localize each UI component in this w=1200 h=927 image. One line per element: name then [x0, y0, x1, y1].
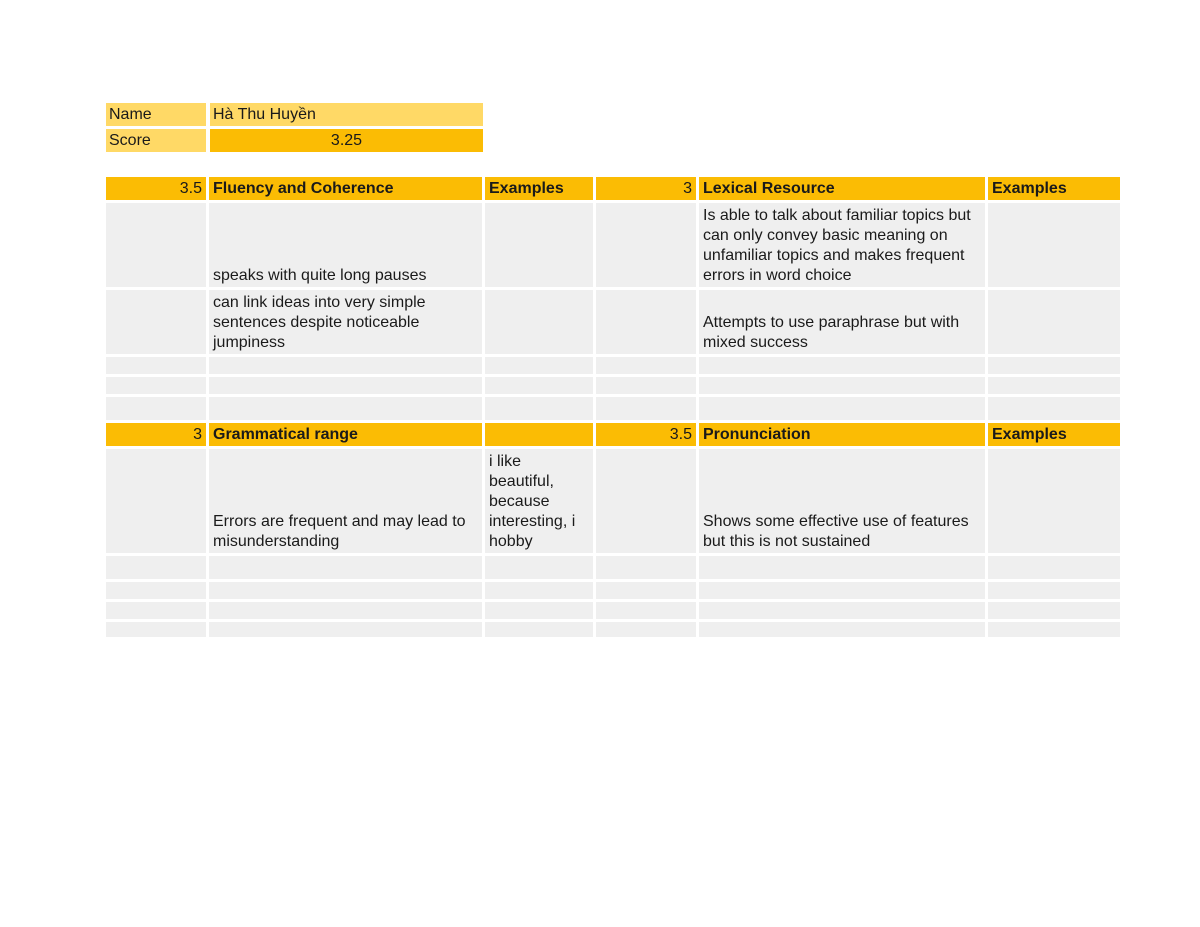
empty-cell[interactable] [106, 357, 206, 374]
name-label[interactable]: Name [106, 103, 206, 126]
empty-cell[interactable] [485, 602, 593, 619]
empty-cell[interactable] [699, 397, 985, 420]
table-row [106, 582, 1120, 599]
pronunciation-examples-header[interactable]: Examples [988, 423, 1120, 446]
lexical-example[interactable] [988, 203, 1120, 287]
empty-cell[interactable] [209, 582, 482, 599]
assessment-sheet [106, 103, 1123, 640]
score-row [106, 129, 1123, 152]
fluency-score[interactable]: 3.5 [106, 177, 206, 200]
empty-cell[interactable] [596, 397, 696, 420]
empty-cell[interactable] [596, 602, 696, 619]
empty-cell[interactable] [106, 449, 206, 553]
empty-cell[interactable] [699, 357, 985, 374]
lexical-title[interactable]: Lexical Resource [699, 177, 985, 200]
empty-cell[interactable] [106, 290, 206, 354]
empty-cell[interactable] [209, 556, 482, 579]
grammar-score[interactable]: 3 [106, 423, 206, 446]
empty-cell[interactable] [988, 556, 1120, 579]
grammar-example[interactable]: i like beautiful, because interesting, i hobby [485, 449, 593, 553]
fluency-example[interactable] [485, 290, 593, 354]
empty-cell[interactable] [485, 582, 593, 599]
empty-cell[interactable] [699, 622, 985, 637]
name-row [106, 103, 1123, 126]
table-row [106, 203, 1120, 287]
empty-cell[interactable] [699, 556, 985, 579]
empty-cell[interactable] [209, 622, 482, 637]
empty-cell[interactable] [988, 377, 1120, 394]
empty-cell[interactable] [106, 622, 206, 637]
pronunciation-comment[interactable]: Shows some effective use of features but this is not sustained [699, 449, 985, 553]
overall-score-value[interactable]: 3.25 [210, 129, 483, 152]
empty-cell[interactable] [596, 582, 696, 599]
empty-cell[interactable] [596, 449, 696, 553]
empty-cell[interactable] [485, 556, 593, 579]
table-row [106, 556, 1120, 579]
empty-cell[interactable] [699, 377, 985, 394]
empty-cell[interactable] [485, 397, 593, 420]
empty-cell[interactable] [209, 357, 482, 374]
empty-cell[interactable] [485, 377, 593, 394]
empty-cell[interactable] [988, 602, 1120, 619]
empty-cell[interactable] [596, 290, 696, 354]
table-row [106, 449, 1120, 553]
table-row [106, 397, 1120, 420]
lexical-examples-header[interactable]: Examples [988, 177, 1120, 200]
lexical-score[interactable]: 3 [596, 177, 696, 200]
score-label[interactable]: Score [106, 129, 206, 152]
grammar-comment[interactable]: Errors are frequent and may lead to misunderstanding [209, 449, 482, 553]
pronunciation-title[interactable]: Pronunciation [699, 423, 985, 446]
pronunciation-score[interactable]: 3.5 [596, 423, 696, 446]
empty-cell[interactable] [596, 622, 696, 637]
empty-cell[interactable] [485, 357, 593, 374]
pronunciation-example[interactable] [988, 449, 1120, 553]
empty-cell[interactable] [988, 357, 1120, 374]
empty-cell[interactable] [596, 357, 696, 374]
fluency-examples-header[interactable]: Examples [485, 177, 593, 200]
section2-header-row [106, 423, 1120, 446]
empty-cell[interactable] [209, 377, 482, 394]
table-row [106, 622, 1120, 637]
fluency-title[interactable]: Fluency and Coherence [209, 177, 482, 200]
empty-cell[interactable] [699, 582, 985, 599]
table-row [106, 357, 1120, 374]
grammar-examples-header[interactable] [485, 423, 593, 446]
fluency-comment[interactable]: speaks with quite long pauses [209, 203, 482, 287]
empty-cell[interactable] [209, 602, 482, 619]
table-row [106, 377, 1120, 394]
criteria-table [103, 174, 1123, 640]
empty-cell[interactable] [106, 602, 206, 619]
lexical-comment[interactable]: Is able to talk about familiar topics but can only convey basic meaning on unfamiliar topics and makes frequent errors in word choice [699, 203, 985, 287]
empty-cell[interactable] [988, 582, 1120, 599]
section1-header-row [106, 177, 1120, 200]
fluency-example[interactable] [485, 203, 593, 287]
empty-cell[interactable] [209, 397, 482, 420]
empty-cell[interactable] [106, 556, 206, 579]
empty-cell[interactable] [699, 602, 985, 619]
lexical-comment[interactable]: Attempts to use paraphrase but with mixed success [699, 290, 985, 354]
empty-cell[interactable] [596, 203, 696, 287]
empty-cell[interactable] [485, 622, 593, 637]
empty-cell[interactable] [106, 203, 206, 287]
empty-cell[interactable] [596, 377, 696, 394]
fluency-comment[interactable]: can link ideas into very simple sentences despite noticeable jumpiness [209, 290, 482, 354]
table-row [106, 290, 1120, 354]
empty-cell[interactable] [106, 582, 206, 599]
name-value[interactable]: Hà Thu Huyền [210, 103, 483, 126]
empty-cell[interactable] [596, 556, 696, 579]
empty-cell[interactable] [988, 397, 1120, 420]
empty-cell[interactable] [106, 397, 206, 420]
lexical-example[interactable] [988, 290, 1120, 354]
empty-cell[interactable] [106, 377, 206, 394]
empty-cell[interactable] [988, 622, 1120, 637]
grammar-title[interactable]: Grammatical range [209, 423, 482, 446]
table-row [106, 602, 1120, 619]
